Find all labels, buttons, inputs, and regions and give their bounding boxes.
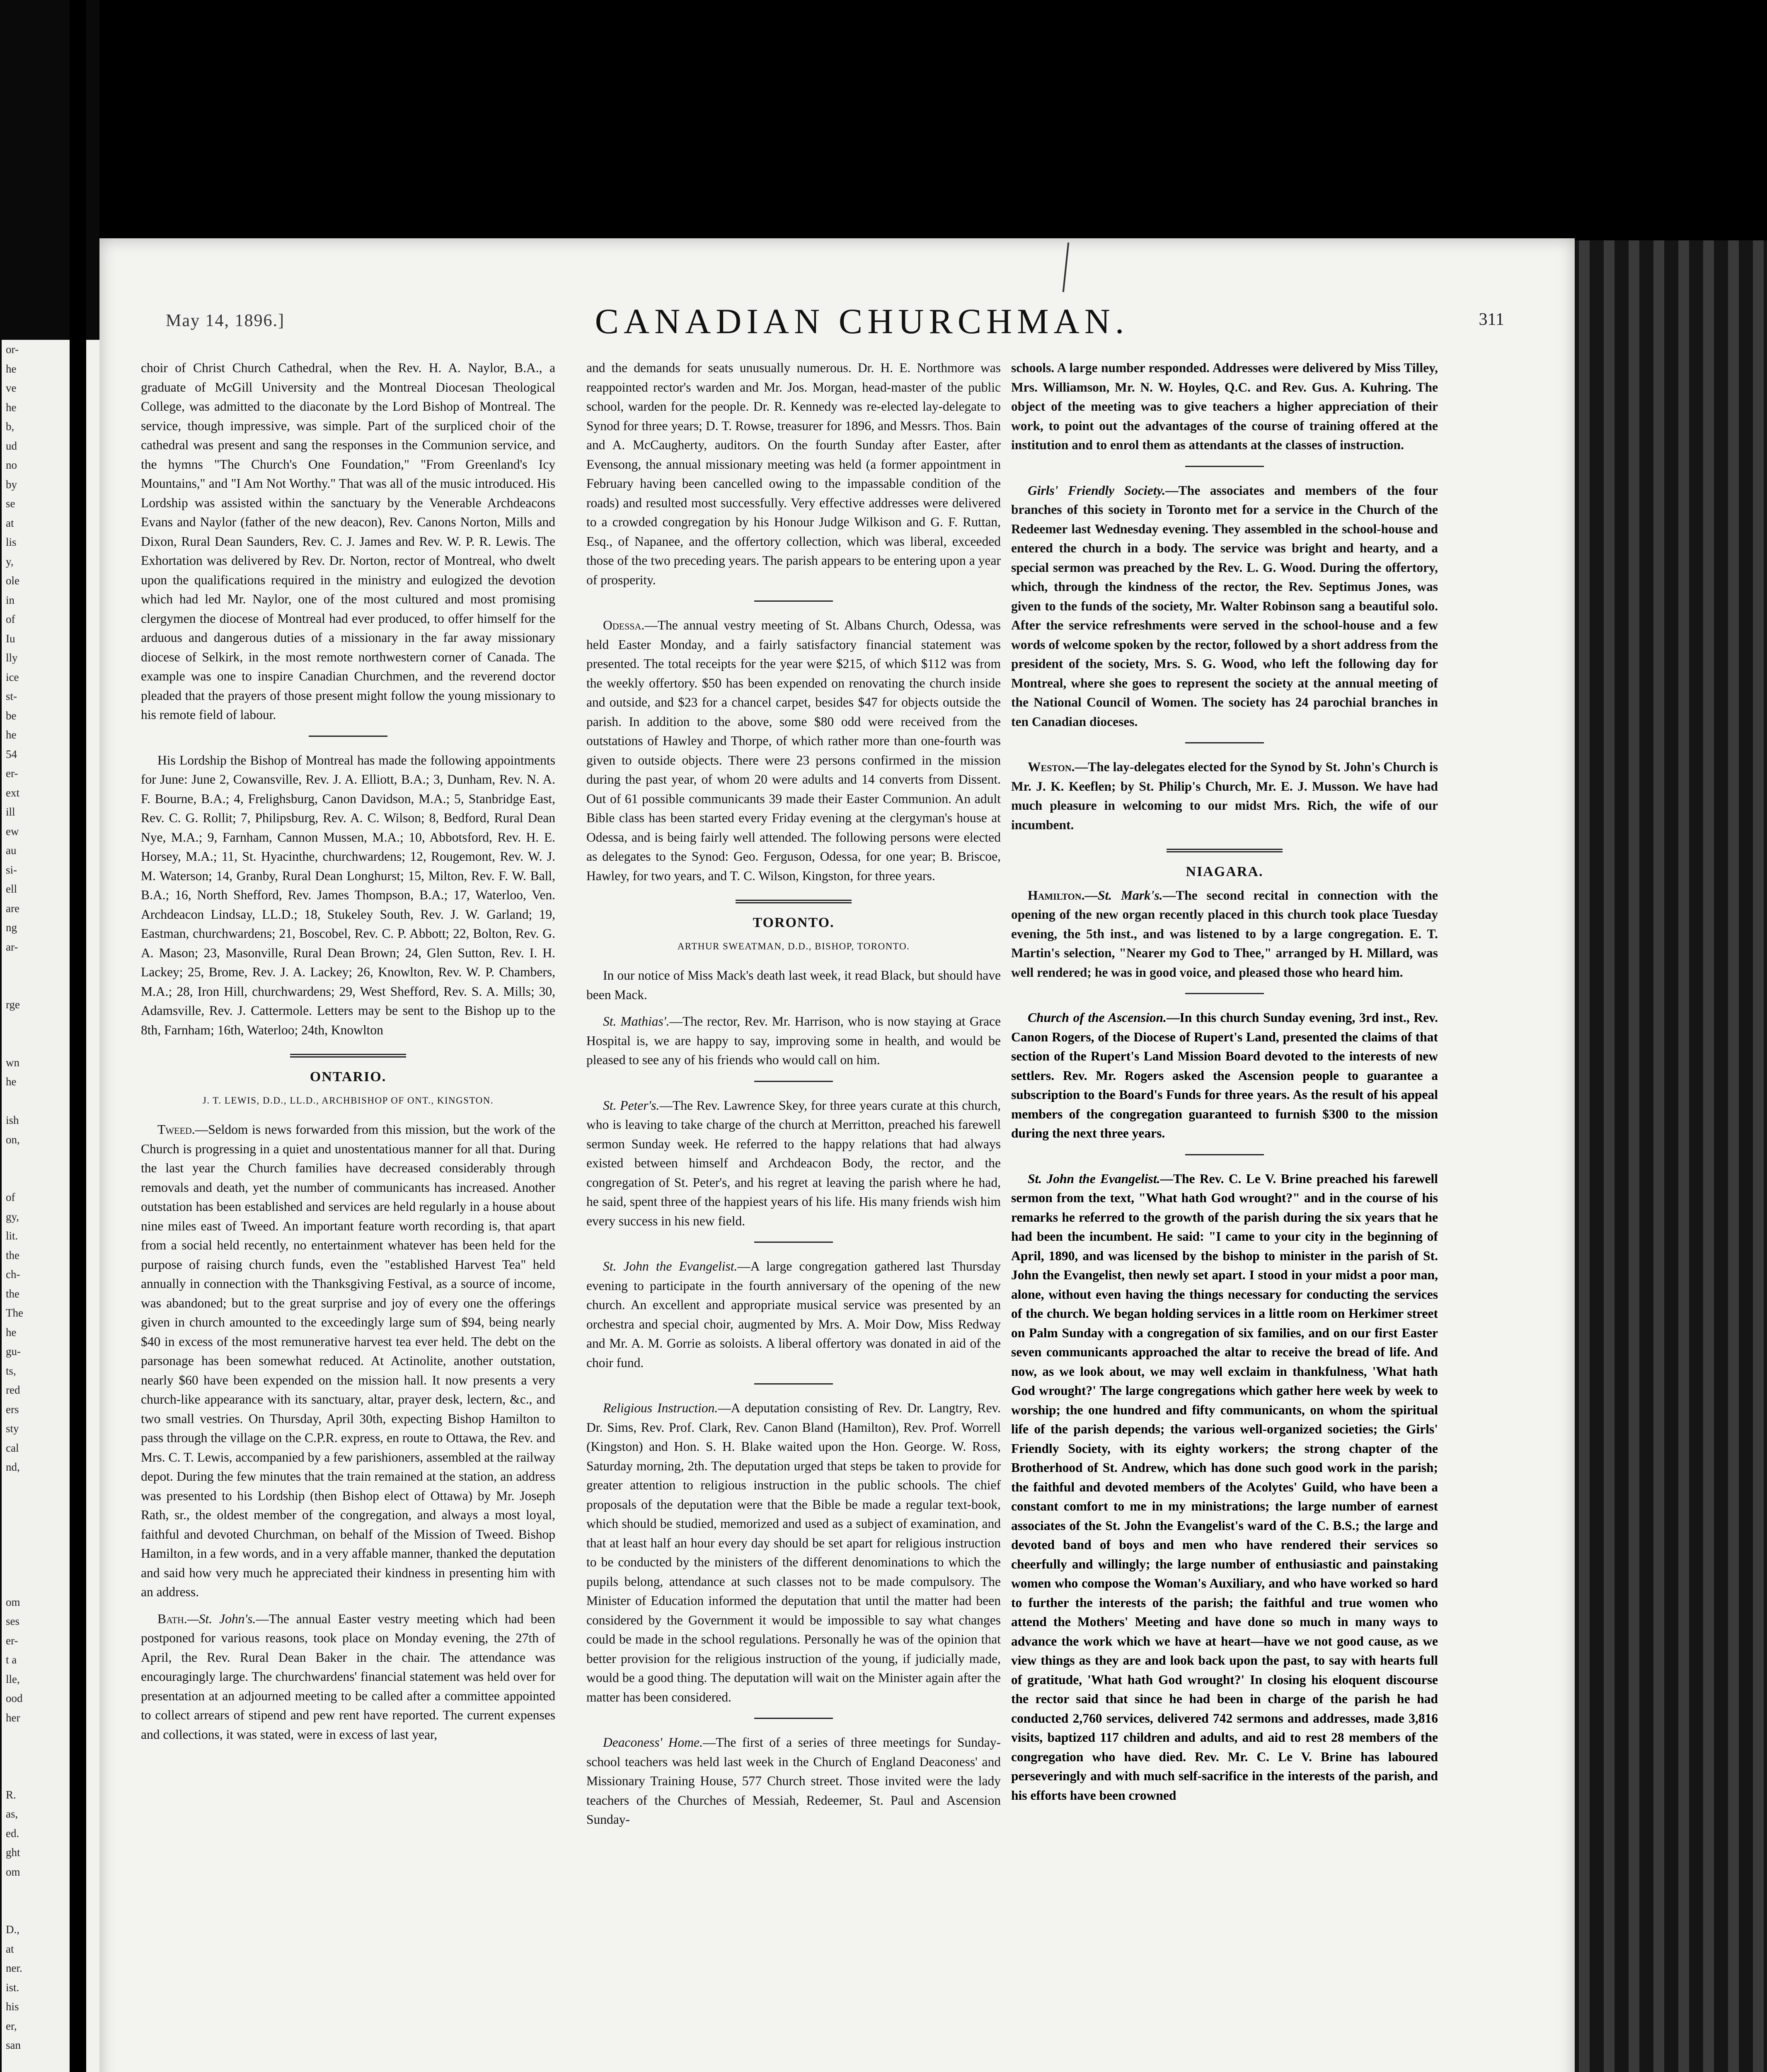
ontario-heading: ONTARIO.	[310, 1069, 387, 1084]
divider	[1185, 742, 1264, 743]
weston-article: Weston.—The lay-delegates elected for the Synod by St. John's Church is Mr. J. K. Keeflen; by St. Philip's Church, Mr. E. J. Musson. We have had much pleasure in welcoming to our midst Mrs. Rich, the wife of our incumbent.	[1011, 760, 1438, 832]
book-binding	[70, 0, 86, 2072]
pencil-mark	[1063, 242, 1070, 292]
fragment-line: cal	[6, 1441, 19, 1454]
fragment-line: rge	[6, 998, 20, 1011]
toronto-heading: TORONTO.	[753, 915, 835, 930]
fragment-line: st-	[6, 690, 17, 702]
girls-friendly-society-article: Girls' Friendly Society.—The associates and members of the four branches of this society in Toronto met for a service in the Church of the Redeemer last Wednesday evening. They assembled in the school-house and entered the church in a body. The service was bright and hearty, and a special sermon was preached by the Rev. L. G. Wood. During the offertory, which, through the kindness of the rector, the Rev. Septimus Jones, was given to the funds of the society, Mr. Walter Robinson sang a beautiful solo. After the service refreshments were served in the school-house and a few words of welcome spoken by the rector, followed by a short address from the president of the society, Mrs. S. G. Wood, who left the following day for Montreal, where she goes to represent the society at the annual meeting of the National Council of Women. The society has 24 parochial branches in ten Canadian dioceses.	[1011, 483, 1438, 729]
fragment-line: The	[6, 1307, 23, 1319]
fragment-line: he	[6, 401, 17, 414]
page-number: 311	[1479, 310, 1504, 329]
fragment-line: lis	[6, 536, 17, 548]
fragment-line: si-	[6, 863, 17, 876]
fragment-line: se	[6, 497, 15, 510]
fragment-line: ud	[6, 439, 17, 452]
fragment-line: lle,	[6, 1673, 20, 1685]
fragment-line: the	[6, 1287, 19, 1300]
bath-article: Bath.—St. John's.—The annual Easter vestry meeting which had been postponed for various reasons, took place on Monday evening, the 27th of April, the Rev. Rural Dean Baker in the chair. The attendance was encouragingly large. The churchwardens' financial statement was held over for presentation at an adjourned meeting to be called after a committee appointed to collect arrears of stipend and pew rent have reported. The current expenses and collections, it was stated, were in excess of last year,	[141, 1611, 555, 1742]
fragment-line: ood	[6, 1692, 23, 1704]
section-divider	[290, 1054, 406, 1058]
fragment-line: D.,	[6, 1923, 19, 1936]
fragment-line: ng	[6, 921, 17, 934]
fragment-line: er-	[6, 1634, 18, 1647]
fragment-line: gy,	[6, 1210, 19, 1223]
divider	[754, 1718, 833, 1719]
newspaper-page	[99, 238, 1575, 2072]
fragment-line: no	[6, 459, 17, 471]
fragment-line: er,	[6, 2019, 17, 2032]
divider	[754, 1081, 833, 1082]
fragment-line: he	[6, 362, 17, 375]
fragment-line: in	[6, 593, 15, 606]
newspaper-title: CANADIAN CHURCHMAN.	[595, 301, 1129, 341]
fragment-line: her	[6, 1711, 20, 1724]
fragment-line: be	[6, 709, 17, 722]
fragment-line: y,	[6, 555, 14, 568]
fragment-line: 54	[6, 748, 17, 760]
niagara-heading: NIAGARA.	[1186, 864, 1264, 879]
divider	[1185, 1154, 1264, 1155]
fragment-line: on,	[6, 1133, 20, 1146]
tweed-article: Tweed.—Seldom is news forwarded from this mission, but the work of the Church is progressing in a quiet and unostentatious manner for all that. During the last year the Church families have decreased considerably through removals and death, yet the number of communicants has increased. Another outstation has been established and services are held regularly in a house about nine miles east of Tweed. An important feature worth recording is, that apart from a social held recently, no entertainment whatever has been held for the purpose of raising church funds, even the "established Harvest Tea" held annually in connection with the Thanksgiving Festival, as a source of income, was abandoned; but to the great surprise and joy of every one the offerings given in church amounted to the exceedingly large sum of $94, being nearly $40 in excess of the most remunerative harvest tea ever held. The debt on the parsonage has been somewhat reduced. At Actinolite, another outstation, nearly $60 have been expended on the mission hall. It now presents a very church-like appearance with its sanctuary, altar, prayer desk, lectern, &c., and two small vestries. On Thursday, April 30th, expecting Bishop Hamilton to pass through the village on the C.P.R. express, en route to Ottawa, the Rev. and Mrs. C. T. Lewis, accompanied by a few parishioners, assembled at the railway depot. During the few minutes that the train remained at the station, an address was presented to his Lordship (then Bishop elect of Ottawa) by Mr. Joseph Rath, sr., the oldest member of the congregation, and always a most loyal, faithful and devoted Churchman, on behalf of the Mission of Tweed. Bishop Hamilton, in a few words, and in a very affable manner, thanked the deputation and said how very much he appreciated their kindness in presenting him with an address.	[141, 1122, 555, 1599]
st-john-evangelist-article: St. John the Evangelist.—A large congregation gathered last Thursday evening to participate in the fourth anniversary of the opening of the new church. An excellent and appropriate musical service was presented by an orchestra and special choir, augmented by Mrs. A. Moir Dow, Miss Redway and Mr. A. M. Gorrie as soloists. A liberal offertory was donated in aid of the choir fund.	[586, 1259, 1001, 1370]
fragment-line: he	[6, 729, 17, 741]
divider	[309, 736, 387, 737]
hamilton-article: Hamilton.—St. Mark's.—The second recital in connection with the opening of the new organ recently placed in this church took place Tuesday evening, the 5th inst., and was listened to by a large congregation. E. T. Martin's selection, "Nearer my God to Thee," arranged by H. Millard, was well rendered; he was in good voice, and pleased those who heard him.	[1011, 888, 1438, 980]
fragment-line: ell	[6, 883, 17, 895]
ontario-subheading: J. T. LEWIS, D.D., LL.D., ARCHBISHOP OF ONT., KINGSTON.	[202, 1095, 494, 1106]
deaconess-home-article: Deaconess' Home.—The first of a series of three meetings for Sunday-school teachers was held last week in the Church of England Deaconess' and Missionary Training House, 577 Church street. Those invited were the lady teachers of the Churches of Messiah, Redeemer, St. Paul and Ascension Sunday-	[586, 1735, 1001, 1827]
fragment-line: of	[6, 613, 15, 625]
fragment-line: ses	[6, 1615, 19, 1627]
fragment-line: he	[6, 1326, 17, 1339]
fragment-line: ish	[6, 1114, 19, 1126]
fragment-line: ar-	[6, 940, 18, 953]
fragment-line: are	[6, 902, 19, 915]
divider	[754, 600, 833, 602]
brine-farewell-article: St. John the Evangelist.—The Rev. C. Le V. Brine preached his farewell sermon from the text, "What hath God wrought?" and in the course of his remarks he referred to the growth of the parish during the six years that he had been the incumbent. He said: "I came to your city in the beginning of April, 1890, and was licensed by the bishop to minister in the parish of St. John the Evangelist, then newly set apart. I stood in your midst a poor man, alone, without even having the things necessary for conducting the services of the church. We began holding services in a little room on Herkimer street on Palm Sunday with a congregation of six families, and on our first Easter seven communicants approached the altar to receive the bread of life. And now, as we look about, we may well exclaim in thankfulness, 'What hath God wrought?' The large congregations which gather here week by week to worship; the one hundred and fifty communicants, on whom the spiritual life of the parish depends; the various well-organized societies; the Girls' Friendly Society, with its eighty workers; the strong chapter of the Brotherhood of St. Andrew, which has done such good work in the parish; the faithful and devoted members of the Acolytes' Guild, who have been a constant comfort to me in my ministrations; the large number of earnest associates of the St. John the Evangelist's ward of the C. B.S.; the large and devoted band of boys and men who have rendered their services so cheerfully and willingly; the large number of enthusiastic and painstaking women who compose the Woman's Auxiliary, and who have worked so hard to further the interests of the parish; the faithful and true women who attend the Mothers' Meeting and have done so much in many ways to advance the work which we have at heart—have we not good cause, as we view things as they are and look back upon the past, to say with hearts full of gratitude, 'What hath God wrought?' In closing his eloquent discourse the rector said that since he had been in charge of the parish he had conducted 2,760 services, delivered 742 sermons and addresses, made 3,816 visits, baptized 117 children and adults, and aid to rest 28 members of the congregation who have died. Rev. Mr. C. Le V. Brine has laboured perseveringly and with much self-sacrifice in the interests of the parish, and his efforts have been crowned	[1011, 1171, 1438, 1803]
fragment-line: red	[6, 1384, 20, 1396]
fragment-line: san	[6, 2039, 21, 2051]
religious-instruction-article: Religious Instruction.—A deputation consisting of Rev. Dr. Langtry, Rev. Dr. Sims, Rev. Prof. Clark, Rev. Canon Bland (Hamilton), Rev. Prof. Worrell (Kingston) and Hon. S. H. Blake waited upon the Hon. George. W. Ross, Saturday morning, 2th. The deputation urged that steps be taken to provide for greater attention to religious instruction in the public schools. The chief proposals of the deputation were that the Bible be made a regular text-book, which should be studied, memorized and used as a subject of examination, and that at least half an hour every day should be set apart for religious instruction to be conducted by the ministers of the different denominations to which the pupils belong, attendance at such classes not to be made compulsory. The Minister of Education informed the deputation that until the matter had been considered by the Government it would be impossible to say what changes could be made in the school regulations. Personally he was of the opinion that better provision for the religious instruction of the young, if judicially made, would be a good thing. The deputation will wait on the Minister again after the matter has been considered.	[586, 1401, 1001, 1704]
fragment-line: ice	[6, 670, 19, 683]
fragment-line: om	[6, 1595, 20, 1608]
deaconess-continued-paragraph: schools. A large number responded. Addresses were delivered by Miss Tilley, Mrs. Williamson, Mr. N. W. Hoyles, Q.C. and Rev. Gus. A. Kuhring. The object of the meeting was to give teachers a higher appreciation of their work, to point out the advantages of the course of training offered at the institution and to enrol them as attendants at the classes of instruction.	[1011, 361, 1438, 452]
fragment-line: gu-	[6, 1345, 21, 1358]
tweed-place: Tweed.	[157, 1122, 195, 1137]
ascension-article: Church of the Ascension.—In this church Sunday evening, 3rd inst., Rev. Canon Rogers, of the Diocese of Rupert's Land, presented the claims of that section of the Rupert's Land Mission Board devoted to the interests of new settlers. Rev. Mr. Rogers asked the Ascension people to guarantee a subscription to the Board's Funds for three years. As the result of his appeal members of the congregation guaranteed to furnish $300 to the mission during the next three years.	[1011, 1010, 1438, 1140]
column-3	[1011, 358, 1438, 2072]
fragment-line: nd,	[6, 1461, 20, 1473]
fragment-line: Iu	[6, 632, 15, 645]
fragment-line: the	[6, 1249, 19, 1261]
mack-correction: In our notice of Miss Mack's death last week, it read Black, but should have been Mack.	[586, 968, 1001, 1002]
fragment-line: at	[6, 516, 14, 529]
bishop-appointments-paragraph: His Lordship the Bishop of Montreal has made the following appointments for June: June 2, Cowansville, Rev. J. A. Elliott, B.A.; 3, Dunham, Rev. N. A. F. Bourne, B.A.; 4, Frelighsburg, Canon Davidson, M.A.; 5, Stanbridge East, Rev. C. G. Rollit; 7, Philipsburg, Rev. A. C. Wilson; 8, Bedford, Rural Dean Nye, M.A.; 9, Farnham, Cannon Mussen, M.A.; 10, Abbotsford, Rev. H. E. Horsey, M.A.; 11, St. Hyacinthe, churchwardens; 12, Rougemont, Rev. W. J. M. Waterson; 14, Granby, Rural Dean Longhurst; 15, Milton, Rev. F. W. Ball, B.A.; 16, North Shefford, Rev. James Thompson, B.A.; 17, Waterloo, Ven. Archdeacon Lindsay, LL.D.; 18, Stukeley South, Rev. J. W. Garland; 19, Eastman, churchwardens; 21, Boscobel, Rev. C. P. Abbott; 22, Bolton, Rev. G. A. Mason; 23, Masonville, Rural Dean Brown; 24, Glen Sutton, Rev. I. H. Lackey; 25, Brome, Rev. J. A. Lackey; 26, Knowlton, Rev. W. P. Chambers, M.A.; 28, Iron Hill, churchwardens; 29, West Shefford, Rev. S. A. Mills; 30, Adamsville, Rev. J. Cattermole. Letters may be sent to the Bishop up to the 8th, Farnham; 16th, Waterloo; 24th, Knowlton	[141, 753, 555, 1037]
odessa-article: Odessa.—The annual vestry meeting of St. Albans Church, Odessa, was held Easter Monday, and a fairly satisfactory financial statement was presented. The total receipts for the year were $215, of which $112 was from the weekly offertory. $50 has been expended on renovating the church inside and outside, and $23 for a chancel carpet, besides $47 for objects outside the parish. In addition to the above, some $80 odd were received from the outstations of Hawley and Thorpe, of which rather more than one-fourth was given to outside objects. There were 23 persons confirmed in the mission during the past year, of whom 20 were adults and 14 converts from Dissent. Out of 61 possible communicants 39 made their Easter Communion. An adult Bible class has been started every Friday evening at the clergyman's house at Odessa, and is being fairly well attended. The following persons were elected as delegates to the Synod: Geo. Ferguson, Odessa, for one year; B. Briscoe, Hawley, for two years, and T. C. Wilson, Kingston, for three years.	[586, 618, 1001, 883]
fragment-line: ole	[6, 574, 19, 587]
page-stack-edge	[1571, 240, 1767, 2072]
fragment-line: ve	[6, 382, 17, 394]
toronto-subheading: ARTHUR SWEATMAN, D.D., BISHOP, TORONTO.	[677, 941, 910, 951]
bath-continued-paragraph: and the demands for seats unusually numerous. Dr. H. E. Northmore was reappointed rector's warden and Mr. Jos. Morgan, head-master of the public school, warden for the people. Dr. R. Kennedy was re-elected lay-delegate to Synod for three years; D. T. Rowse, treasurer for 1896, and Messrs. Thos. Bain and A. McCaugherty, auditors. On the fourth Sunday after Easter, after Evensong, the annual missionary meeting was held (a former appointment in February having been cancelled owing to the impassable condition of the roads) and resulted most successfully. Very effective addresses were delivered to a crowded congregation by his Honour Judge Wilkison and G. F. Ruttan, Esq., of Napanee, and the offertory collection, which was liberal, exceeded those of the two preceding years. The parish appears to be entering upon a year of prosperity.	[586, 361, 1001, 587]
fragment-line: ew	[6, 825, 19, 838]
fragment-line: at	[6, 1942, 14, 1955]
column-1	[141, 358, 555, 2072]
fragment-line: ext	[6, 786, 19, 799]
fragment-line: lly	[6, 651, 18, 664]
fragment-line: as,	[6, 1808, 18, 1820]
fragment-line: wn	[6, 1056, 19, 1069]
fragment-line: ch-	[6, 1268, 20, 1280]
fragment-line: R.	[6, 1788, 16, 1801]
fragment-line: ers	[6, 1403, 19, 1416]
column-2	[586, 358, 1001, 2072]
fragment-line: er-	[6, 767, 18, 779]
fragment-line: by	[6, 478, 17, 491]
fragment-line: or-	[6, 343, 19, 356]
fragment-line: ill	[6, 806, 15, 818]
fragment-line: ts,	[6, 1364, 16, 1377]
fragment-line: of	[6, 1191, 15, 1203]
masthead	[166, 300, 1558, 346]
fragment-line: ist.	[6, 1981, 19, 1994]
fragment-line: b,	[6, 420, 15, 433]
fragment-line: lit.	[6, 1230, 18, 1242]
st-peters-article: St. Peter's.—The Rev. Lawrence Skey, for three years curate at this church, who is leaving to take charge of the church at Merritton, preached his farewell sermon Sunday week. He referred to the happy relations that had always existed between himself and Archdeacon Body, the rector, and the congregation of St. Peter's, and his regret at leaving the parish where he had, he said, spent three of the happiest years of his life. His many friends wish him every success in his new field.	[586, 1098, 1001, 1228]
fragment-line: om	[6, 1865, 20, 1878]
divider	[754, 1242, 833, 1243]
fragment-line: au	[6, 844, 17, 857]
fragment-line: ght	[6, 1846, 20, 1859]
section-divider	[1167, 849, 1283, 852]
section-divider	[736, 900, 852, 903]
naylor-ordination-paragraph: choir of Christ Church Cathedral, when the Rev. H. A. Naylor, B.A., a graduate of McGill University and the Montreal Diocesan Theological College, was admitted to the diaconate by the Lord Bishop of Montreal. The service, though impressive, was simple. Part of the surpliced choir of the cathedral was present and sang the responses in the Communion service, and the hymns "The Church's One Foundation," "From Greenland's Icy Mountains," and "I Am Not Worthy." That was all of the music introduced. His Lordship was assisted within the sanctuary by the Venerable Archdeacons Evans and Naylor (father of the new deacon), Rev. Canons Norton, Mills and Dixon, Rural Dean Saunders, Rev. C. J. James and Rev. W. P. R. Lewis. The Exhortation was delivered by Rev. Dr. Norton, rector of Montreal, who dwelt upon the qualifications required in the ministry and eulogized the devotion which had led Mr. Naylor, one of the most cultured and most promising clergymen the diocese of Montreal had ever produced, to offer himself for the arduous and dangerous duties of a missionary in the far away missionary diocese of Selkirk, in the most remote northwestern corner of Canada. The example was one to inspire Canadian Churchmen, and the reverend doctor pleaded that the prayers of those present might follow the young missionary to his remote field of labour.	[141, 361, 555, 722]
fragment-line: he	[6, 1075, 17, 1088]
fragment-line: his	[6, 2000, 19, 2013]
fragment-line: sty	[6, 1422, 19, 1435]
divider	[1185, 466, 1264, 467]
divider	[754, 1383, 833, 1385]
fragment-line: ed.	[6, 1827, 19, 1840]
st-mathias-article: St. Mathias'.—The rector, Rev. Mr. Harrison, who is now staying at Grace Hospital is, we are happy to say, improving some in health, and would be pleased to see any of his friends who would call on him.	[586, 1014, 1001, 1067]
fragment-line: t a	[6, 1653, 17, 1666]
fragment-line: ner.	[6, 1962, 22, 1974]
issue-date: May 14, 1896.]	[166, 311, 285, 330]
divider	[1185, 993, 1264, 994]
